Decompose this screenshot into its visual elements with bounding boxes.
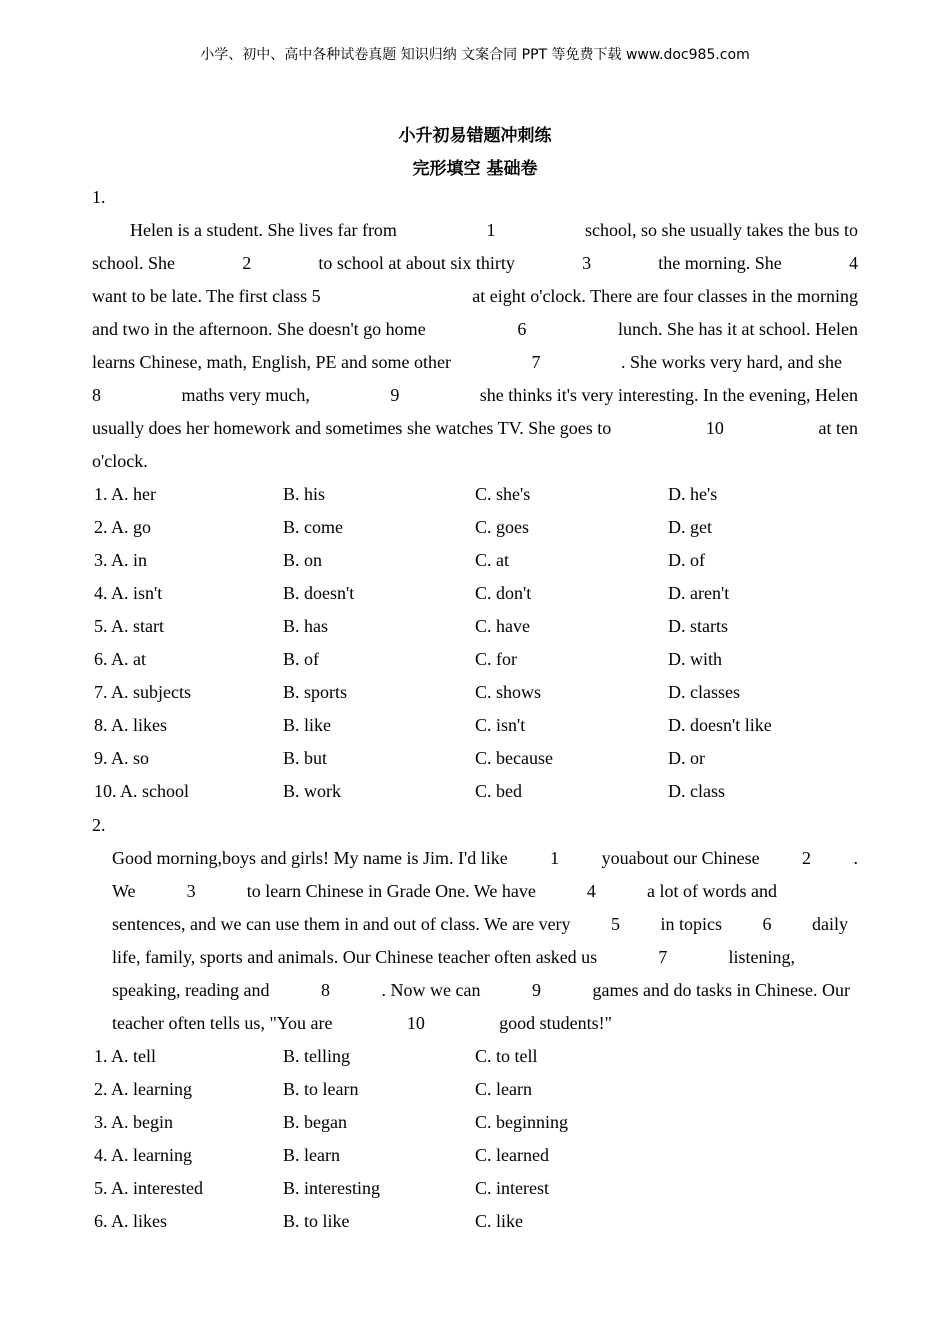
passage-line: usually does her homework and sometimes she watches TV. She goes to 10 at ten <box>92 418 858 438</box>
option-choice: B. began <box>283 1112 347 1132</box>
option-choice: C. shows <box>475 682 542 702</box>
passage-line: school. She 2 to school at about six thirty 3 the morning. She 4 <box>92 253 858 273</box>
option-choice: C. don't <box>475 583 532 603</box>
option-choice: B. to like <box>283 1211 350 1231</box>
option-choice: D. aren't <box>668 583 730 603</box>
option-choice: 6. A. at <box>94 649 146 669</box>
option-choice: 2. A. learning <box>94 1079 192 1099</box>
blank-number: 6 <box>762 914 772 934</box>
page-subtitle: 完形填空 基础卷 <box>412 159 538 179</box>
blank-number: 8 <box>92 385 101 405</box>
option-choice: B. on <box>283 550 323 570</box>
blank-number: 9 <box>531 980 541 1000</box>
option-choice: B. work <box>283 781 341 801</box>
option-choice: 5. A. start <box>94 616 164 636</box>
option-choice: C. like <box>475 1211 523 1231</box>
blank-number: 6 <box>517 319 527 339</box>
option-choice: C. to tell <box>475 1046 538 1066</box>
blank-number: 1 <box>550 848 560 868</box>
blank-number: 4 <box>849 253 858 273</box>
option-choice: D. starts <box>668 616 728 636</box>
passage-line: Good morning,boys and girls! My name is Jim. I'd like 1 youabout our Chinese 2 . <box>112 848 858 868</box>
option-choice: C. learned <box>475 1145 549 1165</box>
option-choice: D. with <box>668 649 722 669</box>
passage-line: sentences, and we can use them in and out of class. We are very 5 in topics 6 daily <box>112 914 848 934</box>
option-choice: 6. A. likes <box>94 1211 168 1231</box>
option-choice: D. doesn't like <box>668 715 772 735</box>
option-choice: C. bed <box>475 781 522 801</box>
option-choice: C. beginning <box>475 1112 568 1132</box>
blank-number: 3 <box>186 881 196 901</box>
option-choice: 4. A. learning <box>94 1145 192 1165</box>
option-choice: 2. A. go <box>94 517 152 537</box>
blank-number: 2 <box>242 253 252 273</box>
option-choice: 3. A. begin <box>94 1112 173 1132</box>
option-choice: 7. A. subjects <box>94 682 191 702</box>
blank-number: 10 <box>406 1013 425 1033</box>
option-choice: B. of <box>283 649 319 669</box>
option-choice: B. doesn't <box>283 583 355 603</box>
question-number: 2. <box>92 815 106 835</box>
blank-number: 4 <box>586 881 596 901</box>
option-choice: 4. A. isn't <box>94 583 163 603</box>
blank-number: 1 <box>486 220 496 240</box>
question-number: 1. <box>92 187 106 207</box>
page-header: 小学、初中、高中各种试卷真题 知识归纳 文案合同 PPT 等免费下载 www.doc985.com <box>200 47 750 63</box>
passage-line: speaking, reading and 8 . Now we can 9 games and do tasks in Chinese. Our <box>112 980 850 1000</box>
passage-line: life, family, sports and animals. Our Chinese teacher often asked us 7 listening, <box>112 947 795 967</box>
option-choice: B. come <box>283 517 343 537</box>
option-choice: C. for <box>475 649 517 669</box>
passage-line: 8 maths very much, 9 she thinks it's very interesting. In the evening, Helen <box>92 385 858 405</box>
option-choice: C. interest <box>475 1178 549 1198</box>
option-choice: C. learn <box>475 1079 532 1099</box>
passage-line: learns Chinese, math, English, PE and some other 7 . She works very hard, and she <box>92 352 842 372</box>
option-choice: C. have <box>475 616 530 636</box>
option-choice: B. sports <box>283 682 348 702</box>
option-choice: 10. A. school <box>94 781 190 801</box>
passage-line: teacher often tells us, "You are 10 good students!" <box>112 1013 612 1033</box>
blank-number: 7 <box>658 947 668 967</box>
option-choice: D. of <box>668 550 705 570</box>
option-choice: 3. A. in <box>94 550 148 570</box>
blank-number: 5 <box>611 914 621 934</box>
blank-number: 8 <box>320 980 330 1000</box>
option-choice: D. class <box>668 781 725 801</box>
passage-line: Helen is a student. She lives far from 1 school, so she usually takes the bus to <box>130 220 858 240</box>
option-choice: 1. A. her <box>94 484 156 504</box>
option-choice: B. like <box>283 715 331 735</box>
option-choice: D. or <box>668 748 705 768</box>
option-choice: C. she's <box>475 484 531 504</box>
option-choice: C. goes <box>475 517 529 537</box>
blank-number: 7 <box>531 352 541 372</box>
blank-number: 2 <box>802 848 812 868</box>
option-choice: B. learn <box>283 1145 340 1165</box>
option-choice: 8. A. likes <box>94 715 168 735</box>
page-title: 小升初易错题冲刺练 <box>398 126 552 146</box>
option-choice: C. at <box>475 550 509 570</box>
option-choice: B. has <box>283 616 328 636</box>
passage-line: o'clock. <box>92 451 148 471</box>
option-choice: 1. A. tell <box>94 1046 156 1066</box>
option-choice: D. get <box>668 517 712 537</box>
option-choice: D. classes <box>668 682 740 702</box>
option-choice: C. isn't <box>475 715 526 735</box>
blank-number: 3 <box>582 253 592 273</box>
blank-number: 9 <box>390 385 400 405</box>
option-choice: 5. A. interested <box>94 1178 203 1198</box>
passage-line: We 3 to learn Chinese in Grade One. We have 4 a lot of words and <box>112 881 777 901</box>
option-choice: D. he's <box>668 484 718 504</box>
option-choice: C. because <box>475 748 553 768</box>
passage-line: and two in the afternoon. She doesn't go home 6 lunch. She has it at school. Helen <box>92 319 858 339</box>
option-choice: B. but <box>283 748 328 768</box>
option-choice: B. his <box>283 484 326 504</box>
option-choice: B. to learn <box>283 1079 359 1099</box>
option-choice: B. interesting <box>283 1178 380 1198</box>
blank-number: 10 <box>705 418 724 438</box>
passage-line: want to be late. The first class 5 at eight o'clock. There are four classes in the morning <box>92 286 858 306</box>
option-choice: B. telling <box>283 1046 350 1066</box>
option-choice: 9. A. so <box>94 748 150 768</box>
